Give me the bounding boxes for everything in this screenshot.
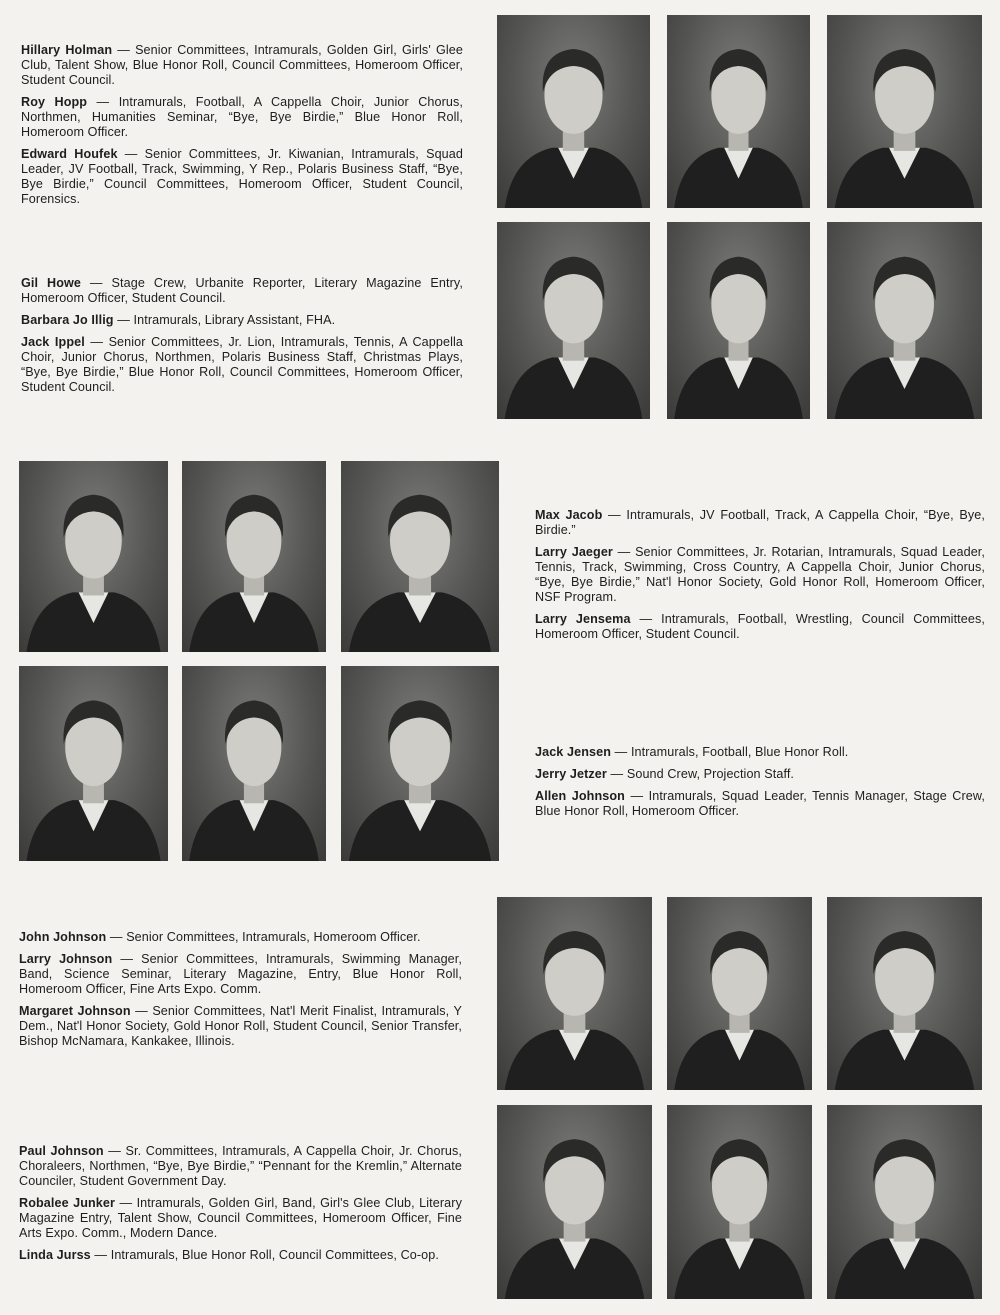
student-name: Paul Johnson xyxy=(19,1144,104,1158)
portrait-silhouette xyxy=(827,1105,982,1299)
portrait-photo xyxy=(667,897,812,1090)
student-name: Gil Howe xyxy=(21,276,81,290)
portrait-photo xyxy=(827,897,982,1090)
student-name: Jack Ippel xyxy=(21,335,85,349)
portrait-silhouette xyxy=(827,897,982,1090)
activities: Intramurals, Football, A Cappella Choir, Junior Chorus, Northmen, Humanities Seminar, “Bye, Bye Birdie,” Blue Honor Roll, Homeroom Officer. xyxy=(21,95,463,139)
entry: Jerry Jetzer — Sound Crew, Projection Staff. xyxy=(535,767,795,781)
portrait-silhouette xyxy=(341,666,499,861)
entry: Margaret Johnson — Senior Committees, Nat'l Merit Finalist, Intramurals, Y Dem., Nat'l Honor Society, Gold Honor Roll, Student Council, Senior Transfer, Bishop McNamara, Kankakee, Illinois. xyxy=(19,1004,462,1048)
portrait-photo xyxy=(19,666,168,861)
portrait-photo xyxy=(497,897,652,1090)
student-name: Larry Jaeger xyxy=(535,545,613,559)
portrait-silhouette xyxy=(827,222,982,419)
entry: Larry Johnson — Senior Committees, Intramurals, Swimming Manager, Band, Science Seminar, Literary Magazine, Entry, Blue Honor Roll, Homeroom Officer, Fine Arts Expo. Comm. xyxy=(19,952,462,996)
portrait-photo xyxy=(341,666,499,861)
portrait-photo xyxy=(827,15,982,208)
student-name: Edward Houfek xyxy=(21,147,118,161)
text-block-3 xyxy=(535,508,985,649)
portrait-photo xyxy=(667,222,810,419)
entry: Barbara Jo Illig — Intramurals, Library Assistant, FHA. xyxy=(21,313,336,327)
student-name: John Johnson xyxy=(19,930,107,944)
entry: Larry Jensema — Intramurals, Football, Wrestling, Council Committees, Homeroom Officer, Student Council. xyxy=(535,612,985,641)
entry: Paul Johnson — Sr. Committees, Intramurals, A Cappella Choir, Jr. Chorus, Choraleers, Northmen, “Bye, Bye Birdie,” “Pennant for the Kremlin,” Alternate Counciler, Student Government Day. xyxy=(19,1144,462,1188)
student-name: Barbara Jo Illig xyxy=(21,313,114,327)
entry: Linda Jurss — Intramurals, Blue Honor Roll, Council Committees, Co-op. xyxy=(19,1248,439,1262)
portrait-photo xyxy=(827,1105,982,1299)
portrait-silhouette xyxy=(667,222,810,419)
activities: Intramurals, Football, Blue Honor Roll. xyxy=(630,745,849,759)
activities: Stage Crew, Urbanite Reporter, Literary Magazine Entry, Homeroom Officer, Student Council. xyxy=(21,276,463,305)
portrait-photo xyxy=(182,666,326,861)
portrait-silhouette xyxy=(341,461,499,652)
portrait-photo xyxy=(341,461,499,652)
portrait-photo xyxy=(497,1105,652,1299)
text-block-6 xyxy=(19,1144,462,1270)
entry: Roy Hopp — Intramurals, Football, A Cappella Choir, Junior Chorus, Northmen, Humanities Seminar, “Bye, Bye Birdie,” Blue Honor Roll, Homeroom Officer. xyxy=(21,95,463,139)
activities: Senior Committees, Intramurals, Swimming Manager, Band, Science Seminar, Literary Magazine, Entry, Blue Honor Roll, Homeroom Officer, Fine Arts Expo. Comm. xyxy=(19,952,462,996)
student-name: Larry Jensema xyxy=(535,612,631,626)
activities: Intramurals, Squad Leader, Tennis Manager, Stage Crew, Blue Honor Roll, Homeroom Officer. xyxy=(535,789,985,818)
entry: Larry Jaeger — Senior Committees, Jr. Rotarian, Intramurals, Squad Leader, Tennis, Track, Swimming, Cross Country, A Cappella Choir, Junior Chorus, “Bye, Bye Birdie,” Nat'l Honor Society, Gold Honor Roll, Homeroom Officer, NSF Program. xyxy=(535,545,986,604)
portrait-photo xyxy=(497,15,650,208)
entry: Max Jacob — Intramurals, JV Football, Track, A Cappella Choir, “Bye, Bye, Birdie.” xyxy=(535,508,985,537)
portrait-silhouette xyxy=(667,15,810,208)
portrait-silhouette xyxy=(497,15,650,208)
student-name: Margaret Johnson xyxy=(19,1004,131,1018)
student-name: Larry Johnson xyxy=(19,952,113,966)
activities: Senior Committees, Intramurals, Golden Girl, Girls' Glee Club, Talent Show, Blue Honor Roll, Council Committees, Homeroom Officer, Student Council. xyxy=(21,43,463,87)
activities: Senior Committees, Jr. Rotarian, Intramurals, Squad Leader, Tennis, Track, Swimming, Cross Country, A Cappella Choir, Junior Chorus, “Bye, Bye Birdie,” Nat'l Honor Society, Gold Honor Roll, Homeroom Officer, NSF Program. xyxy=(535,545,986,604)
text-block-1 xyxy=(21,43,463,214)
activities: Intramurals, Football, Wrestling, Council Committees, Homeroom Officer, Student Council. xyxy=(535,612,985,641)
text-block-5 xyxy=(19,930,462,1056)
text-block-4 xyxy=(535,745,985,826)
portrait-silhouette xyxy=(182,666,326,861)
text-block-2 xyxy=(21,276,463,402)
entry: Gil Howe — Stage Crew, Urbanite Reporter, Literary Magazine Entry, Homeroom Officer, Student Council. xyxy=(21,276,463,305)
entry: Hillary Holman — Senior Committees, Intramurals, Golden Girl, Girls' Glee Club, Talent Show, Blue Honor Roll, Council Committees, Homeroom Officer, Student Council. xyxy=(21,43,463,87)
activities: Senior Committees, Jr. Lion, Intramurals, Tennis, A Cappella Choir, Junior Chorus, Northmen, Polaris Business Staff, Christmas Plays, “Bye, Bye Birdie,” Blue Honor Roll, Council Committees, Homeroom Officer, Student Council. xyxy=(21,335,463,394)
portrait-silhouette xyxy=(497,1105,652,1299)
entry: Jack Jensen — Intramurals, Football, Blue Honor Roll. xyxy=(535,745,849,759)
portrait-silhouette xyxy=(497,897,652,1090)
activities: Sound Crew, Projection Staff. xyxy=(626,767,795,781)
activities: Sr. Committees, Intramurals, A Cappella Choir, Jr. Chorus, Choraleers, Northmen, “Bye, Bye Birdie,” “Pennant for the Kremlin,” Alternate Counciler, Student Government Day. xyxy=(19,1144,462,1188)
portrait-silhouette xyxy=(19,461,168,652)
portrait-photo xyxy=(667,15,810,208)
student-name: Robalee Junker xyxy=(19,1196,116,1210)
student-name: Hillary Holman xyxy=(21,43,113,57)
student-name: Max Jacob xyxy=(535,508,603,522)
activities: Intramurals, JV Football, Track, A Cappella Choir, “Bye, Bye, Birdie.” xyxy=(535,508,985,537)
portrait-silhouette xyxy=(827,15,982,208)
entry: John Johnson — Senior Committees, Intramurals, Homeroom Officer. xyxy=(19,930,421,944)
portrait-silhouette xyxy=(667,1105,812,1299)
activities: Intramurals, Golden Girl, Band, Girl's Glee Club, Literary Magazine Entry, Talent Show, Council Committees, Homeroom Officer, Fine Arts Expo. Comm., Modern Dance. xyxy=(19,1196,462,1240)
portrait-photo xyxy=(667,1105,812,1299)
student-name: Allen Johnson xyxy=(535,789,625,803)
activities: Senior Committees, Nat'l Merit Finalist, Intramurals, Y Dem., Nat'l Honor Society, Gold Honor Roll, Student Council, Senior Transfer, Bishop McNamara, Kankakee, Illinois. xyxy=(19,1004,462,1048)
portrait-photo xyxy=(827,222,982,419)
activities: Senior Committees, Jr. Kiwanian, Intramurals, Squad Leader, JV Football, Track, Swimming, Y Rep., Polaris Business Staff, “Bye, Bye Birdie,” Council Committees, Homeroom Officer, Student Council, Forensics. xyxy=(21,147,463,206)
portrait-photo xyxy=(19,461,168,652)
student-name: Jerry Jetzer xyxy=(535,767,607,781)
portrait-silhouette xyxy=(497,222,650,419)
entry: Allen Johnson — Intramurals, Squad Leader, Tennis Manager, Stage Crew, Blue Honor Roll, Homeroom Officer. xyxy=(535,789,985,818)
entry: Edward Houfek — Senior Committees, Jr. Kiwanian, Intramurals, Squad Leader, JV Football, Track, Swimming, Y Rep., Polaris Business Staff, “Bye, Bye Birdie,” Council Committees, Homeroom Officer, Student Council, Forensics. xyxy=(21,147,463,206)
entry: Jack Ippel — Senior Committees, Jr. Lion, Intramurals, Tennis, A Cappella Choir, Junior Chorus, Northmen, Polaris Business Staff, Christmas Plays, “Bye, Bye Birdie,” Blue Honor Roll, Council Committees, Homeroom Officer, Student Council. xyxy=(21,335,463,394)
portrait-silhouette xyxy=(667,897,812,1090)
activities: Intramurals, Blue Honor Roll, Council Committees, Co-op. xyxy=(110,1248,439,1262)
student-name: Linda Jurss xyxy=(19,1248,91,1262)
entry: Robalee Junker — Intramurals, Golden Girl, Band, Girl's Glee Club, Literary Magazine Entry, Talent Show, Council Committees, Homeroom Officer, Fine Arts Expo. Comm., Modern Dance. xyxy=(19,1196,462,1240)
activities: Senior Committees, Intramurals, Homeroom Officer. xyxy=(126,930,421,944)
portrait-photo xyxy=(497,222,650,419)
portrait-photo xyxy=(182,461,326,652)
portrait-silhouette xyxy=(19,666,168,861)
portrait-silhouette xyxy=(182,461,326,652)
activities: Intramurals, Library Assistant, FHA. xyxy=(133,313,336,327)
student-name: Roy Hopp xyxy=(21,95,88,109)
student-name: Jack Jensen xyxy=(535,745,612,759)
